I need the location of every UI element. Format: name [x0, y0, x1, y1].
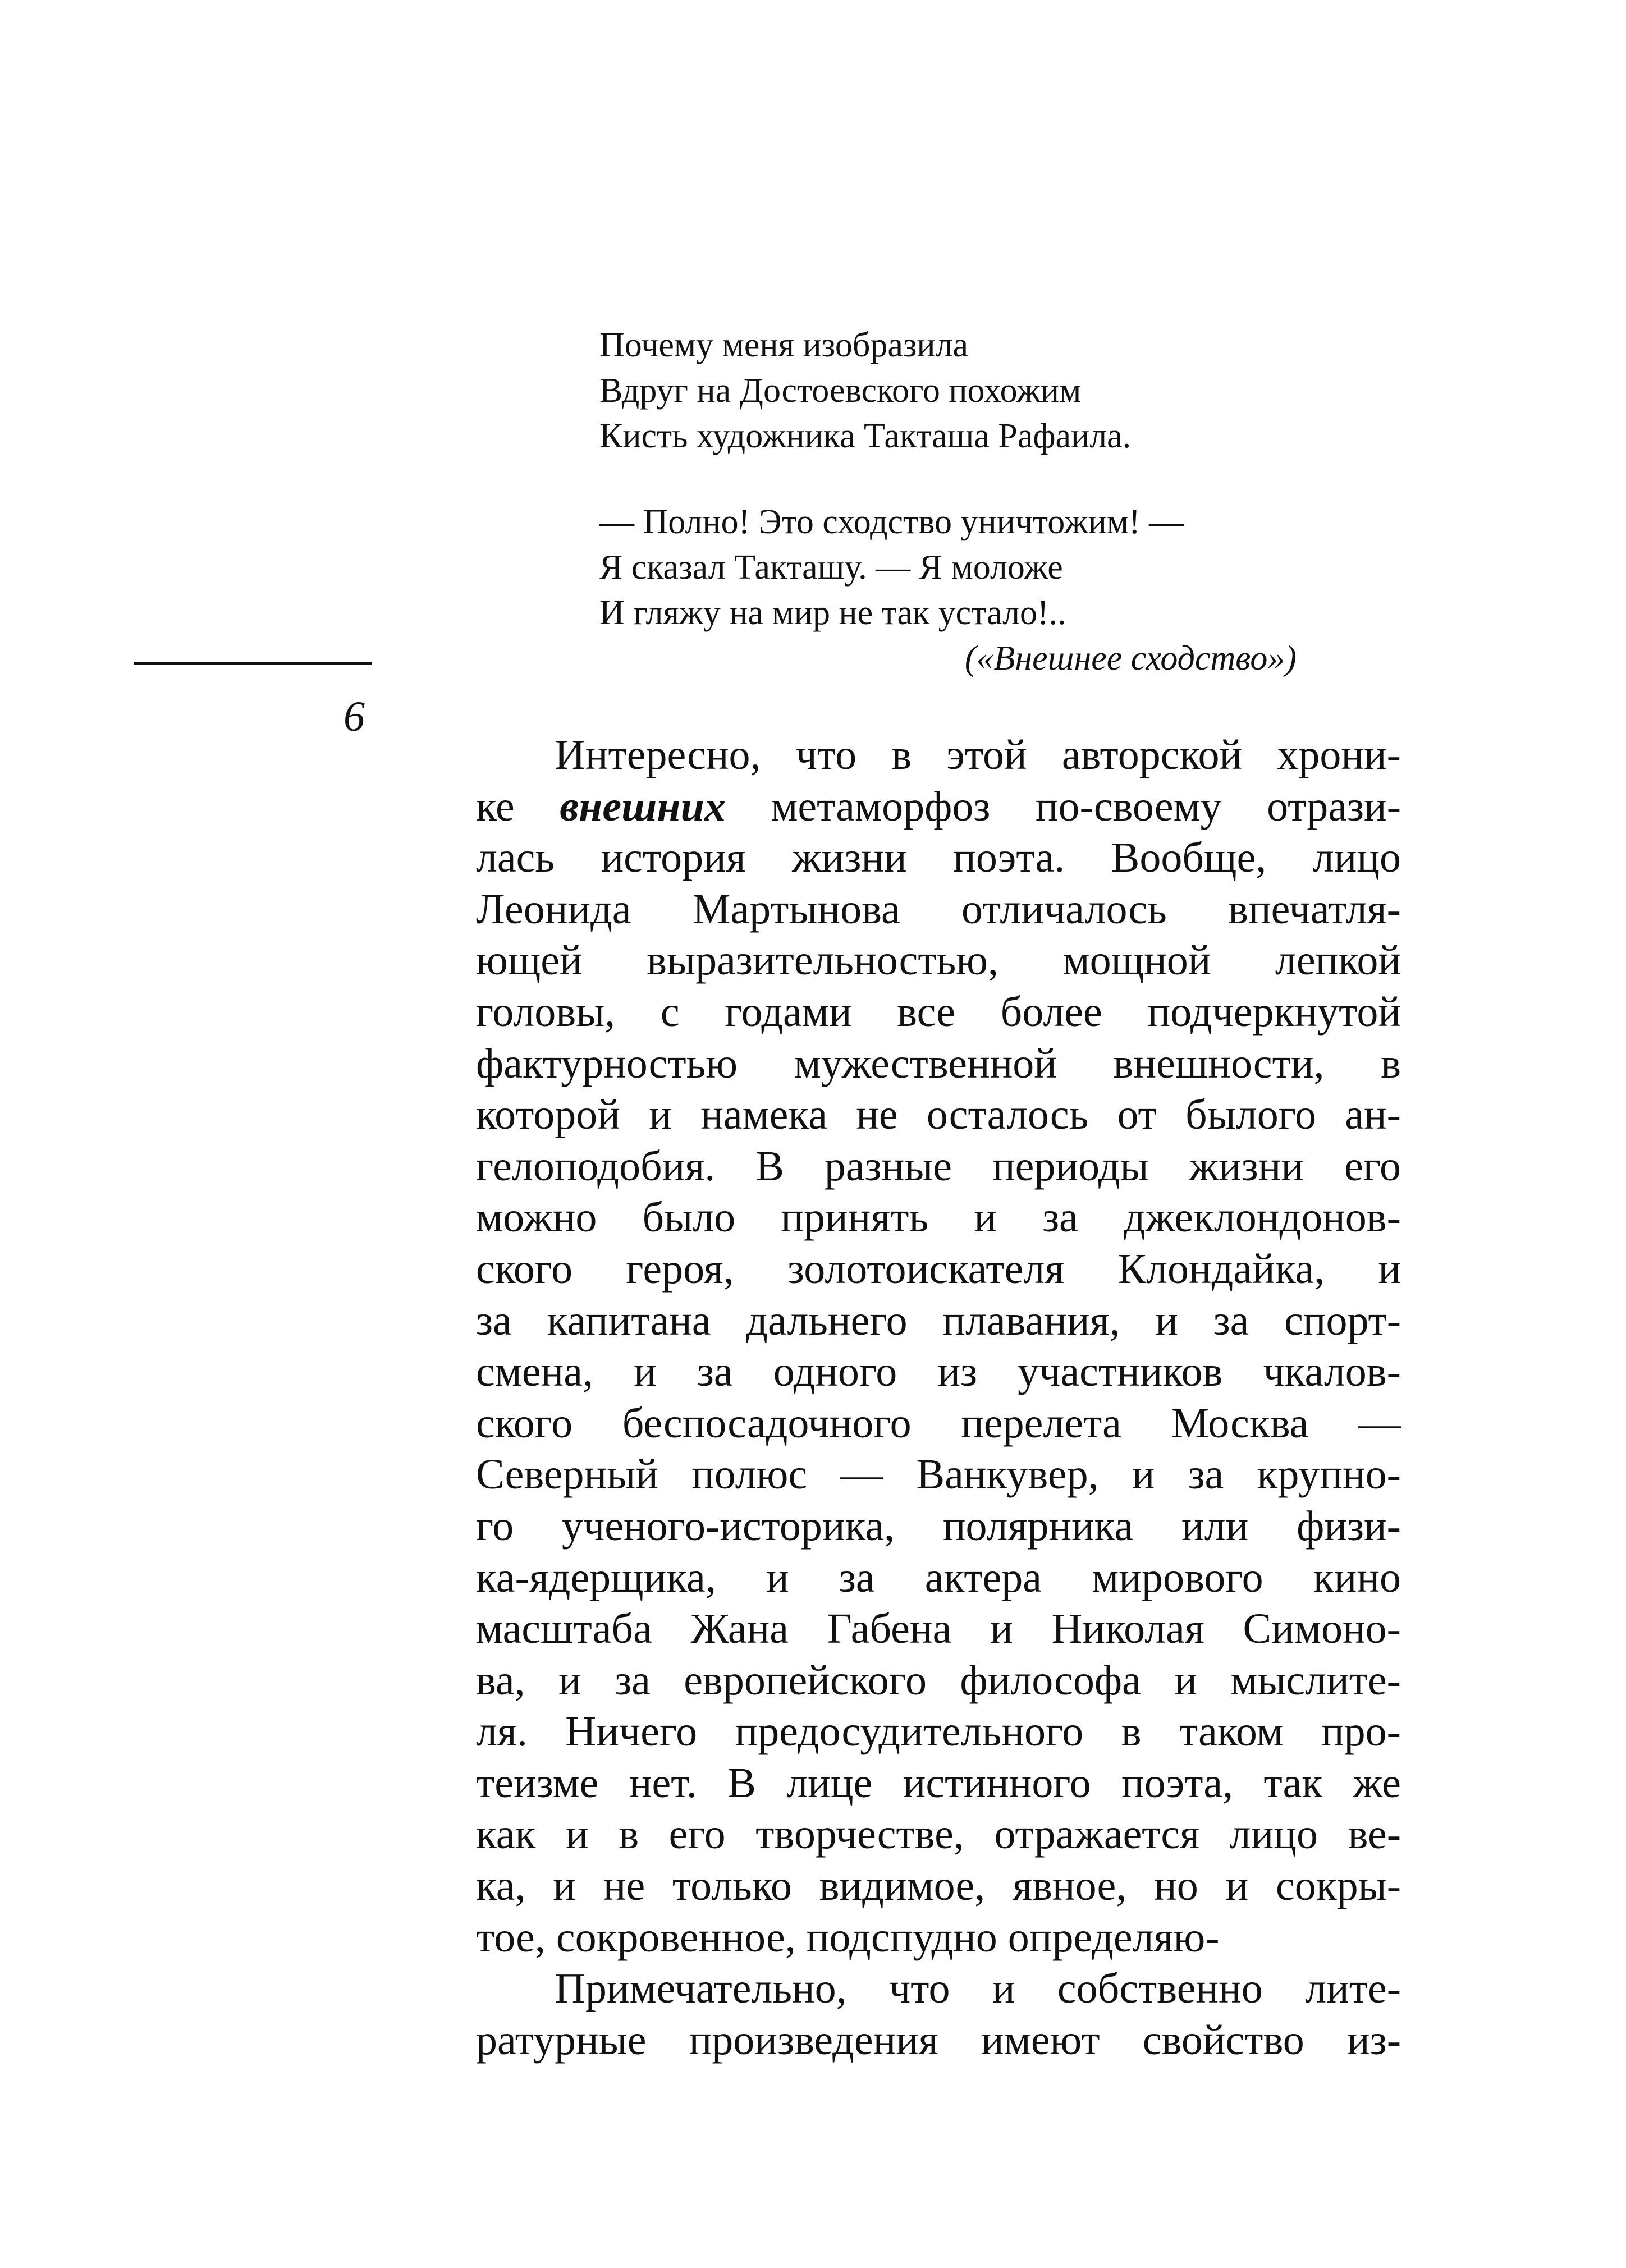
paragraph-line: тое, сокровенное, подспудно определяю- — [476, 1913, 1220, 1961]
paragraph-line: ва, и за европейского философа и мыслите- — [476, 1656, 1401, 1704]
poem-stanza-1 — [599, 323, 1329, 459]
poem-line: Кисть художника Такташа Рафаила. — [599, 417, 1132, 455]
emphasized-word: внешних — [560, 782, 726, 830]
paragraph-line: го ученого-историка, полярника или физи- — [476, 1502, 1401, 1550]
paragraph-line: ского беспосадочного перелета Москва — — [476, 1399, 1401, 1447]
poem-line: И гляжу на мир не так устало!.. — [599, 594, 1066, 632]
paragraph-line: Примечательно, что и собственно лите- — [555, 1965, 1401, 2013]
paragraph-line: Леонида Мартынова отличалось впечатля- — [476, 885, 1401, 933]
paragraph-line: смена, и за одного из участников чкалов- — [476, 1348, 1401, 1396]
paragraph-line: ского героя, золотоискателя Клондайка, и — [476, 1245, 1401, 1293]
poem-line: Вдруг на Достоевского похожим — [599, 372, 1082, 410]
text-run: ке — [476, 782, 560, 830]
paragraph-line: ка, и не только видимое, явное, но и сокры- — [476, 1862, 1401, 1910]
paragraph-line: ля. Ничего предосудительного в таком про- — [476, 1708, 1401, 1756]
paragraph-line: ратурные произведения имеют свойство из- — [476, 2016, 1401, 2064]
paragraph-line: Северный полюс — Ванкувер, и за крупно- — [476, 1451, 1401, 1499]
paragraph-line: лась история жизни поэта. Вообще, лицо — [476, 834, 1401, 882]
poem-source: («Внешнее сходство») — [964, 639, 1297, 677]
paragraph-line: масштаба Жана Габена и Николая Симоно- — [476, 1605, 1401, 1653]
margin-divider — [134, 662, 372, 665]
poem-line: Почему меня изобразила — [599, 326, 969, 364]
paragraph-line: ка-ядерщика, и за актера мирового кино — [476, 1554, 1401, 1601]
paragraph-line: гелоподобия. В разные периоды жизни его — [476, 1142, 1401, 1190]
margin-marker: 6 — [343, 693, 365, 740]
epigraph-poem — [599, 323, 1329, 681]
text-run: метаморфоз по-своему отрази- — [725, 782, 1401, 830]
poem-line: Я сказал Такташу. — Я моложе — [599, 548, 1063, 587]
paragraph-line: фактурностью мужественной внешности, в — [476, 1039, 1401, 1087]
paragraph-line: теизме нет. В лице истинного поэта, так же — [476, 1759, 1401, 1807]
paragraph-line: за капитана дальнего плавания, и за спорт- — [476, 1296, 1401, 1344]
body-text — [476, 730, 1401, 2066]
paragraph-line: которой и намека не осталось от былого ан- — [476, 1091, 1401, 1139]
paragraph-line: можно было принять и за джеклондонов- — [476, 1194, 1401, 1241]
poem-line: — Полно! Это сходство уничтожим! — — [599, 503, 1184, 541]
paragraph-line: ющей выразительностью, мощной лепкой — [476, 937, 1401, 984]
paragraph-line: как и в его творчестве, отражается лицо ве- — [476, 1811, 1401, 1858]
paragraph-line: Интересно, что в этой авторской хрони- — [555, 731, 1401, 778]
poem-stanza-2 — [599, 500, 1329, 681]
paragraph-line: головы, с годами все более подчеркнутой — [476, 988, 1401, 1036]
paragraph-line — [476, 781, 1401, 833]
